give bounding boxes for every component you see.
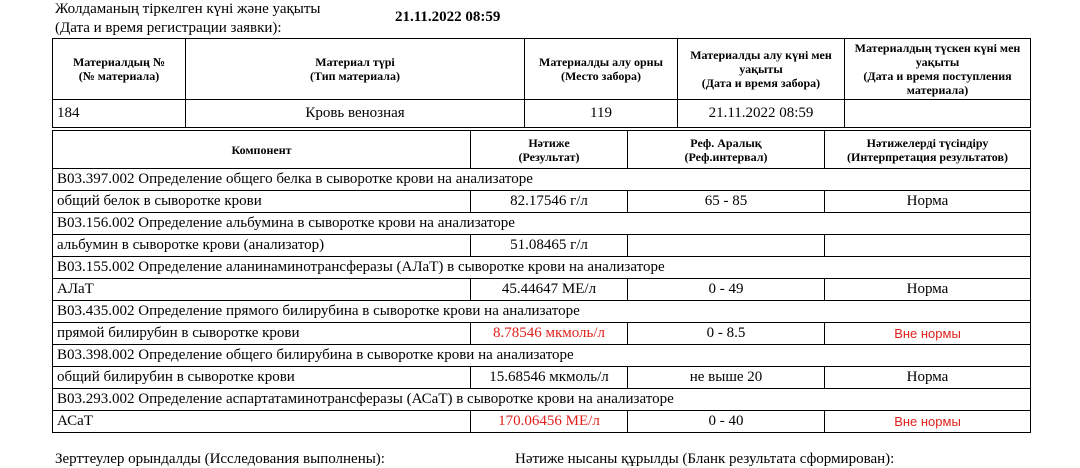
result-row (53, 279, 1031, 301)
test-title: B03.293.002 Определение аспартатаминотрансферазы (АСаТ) в сыворотке крови на анализаторе (53, 389, 1031, 411)
reference-interval: 0 - 40 (628, 411, 825, 433)
reference-interval: 0 - 8.5 (628, 323, 825, 345)
test-group-row (53, 345, 1031, 367)
test-title: B03.156.002 Определение альбумина в сыворотке крови на анализаторе (53, 213, 1031, 235)
test-group-row (53, 213, 1031, 235)
results-table (52, 130, 1031, 433)
registration-datetime: 21.11.2022 08:59 (395, 9, 501, 25)
material-header-cell: Материал түрі (Тип материала) (186, 39, 525, 100)
component-name: АСаТ (53, 411, 471, 433)
result-row (53, 235, 1031, 257)
results-header-cell: Нәтиже (Результат) (471, 131, 628, 169)
reference-interval (628, 235, 825, 257)
material-received-datetime (845, 100, 1031, 128)
material-header-cell: Материалдың № (№ материала) (53, 39, 186, 100)
footer-form-generated: Нәтиже нысаны құрылды (Бланк результата сформирован): (515, 451, 895, 467)
material-value-row (53, 100, 1031, 128)
material-collected-datetime: 21.11.2022 08:59 (678, 100, 845, 128)
result-row (53, 191, 1031, 213)
material-number: 184 (53, 100, 186, 128)
component-name: общий белок в сыворотке крови (53, 191, 471, 213)
test-group-row (53, 257, 1031, 279)
material-header-cell: Материалды алу күні мен уақыты (Дата и время забора) (678, 39, 845, 100)
result-row (53, 411, 1031, 433)
result-value: 82.17546 г/л (471, 191, 628, 213)
material-header-cell: Материалды алу орны (Место забора) (525, 39, 678, 100)
results-header-cell: Компонент (53, 131, 471, 169)
component-name: альбумин в сыворотке крови (анализатор) (53, 235, 471, 257)
results-header-cell: Нәтижелерді түсіндіру (Интерпретация результатов) (825, 131, 1031, 169)
test-group-row (53, 389, 1031, 411)
results-header-row (53, 131, 1031, 169)
result-value: 8.78546 мкмоль/л (471, 323, 628, 345)
result-row (53, 367, 1031, 389)
interpretation: Вне нормы (825, 411, 1031, 433)
component-name: общий билирубин в сыворотке крови (53, 367, 471, 389)
test-title: B03.435.002 Определение прямого билирубина в сыворотке крови на анализаторе (53, 301, 1031, 323)
test-title: B03.398.002 Определение общего билирубина в сыворотке крови на анализаторе (53, 345, 1031, 367)
result-row (53, 323, 1031, 345)
interpretation: Норма (825, 191, 1031, 213)
registration-label (55, 0, 321, 38)
material-type: Кровь венозная (186, 100, 525, 128)
result-value: 170.06456 МЕ/л (471, 411, 628, 433)
material-header-row (53, 39, 1031, 100)
reference-interval: 0 - 49 (628, 279, 825, 301)
test-title: B03.397.002 Определение общего белка в сыворотке крови на анализаторе (53, 169, 1031, 191)
interpretation (825, 235, 1031, 257)
result-value: 51.08465 г/л (471, 235, 628, 257)
test-group-row (53, 301, 1031, 323)
reference-interval: 65 - 85 (628, 191, 825, 213)
component-name: прямой билирубин в сыворотке крови (53, 323, 471, 345)
result-value: 15.68546 мкмоль/л (471, 367, 628, 389)
test-title: B03.155.002 Определение аланинаминотрансферазы (АЛаТ) в сыворотке крови на анализаторе (53, 257, 1031, 279)
registration-label-ru: (Дата и время регистрации заявки): (55, 20, 282, 36)
registration-label-kz: Жолдаманың тіркелген күні және уақыты (55, 1, 321, 17)
material-header-cell: Материалдың түскен күні мен уақыты (Дата и время поступления материала) (845, 39, 1031, 100)
material-place: 119 (525, 100, 678, 128)
result-value: 45.44647 МЕ/л (471, 279, 628, 301)
results-header-cell: Реф. Аралық (Реф.интервал) (628, 131, 825, 169)
interpretation: Норма (825, 367, 1031, 389)
interpretation: Вне нормы (825, 323, 1031, 345)
material-table (52, 38, 1031, 128)
test-group-row (53, 169, 1031, 191)
results-body (53, 169, 1031, 433)
interpretation: Норма (825, 279, 1031, 301)
component-name: АЛаТ (53, 279, 471, 301)
reference-interval: не выше 20 (628, 367, 825, 389)
footer-performed: Зерттеулер орындалды (Исследования выполнены): (55, 451, 385, 467)
